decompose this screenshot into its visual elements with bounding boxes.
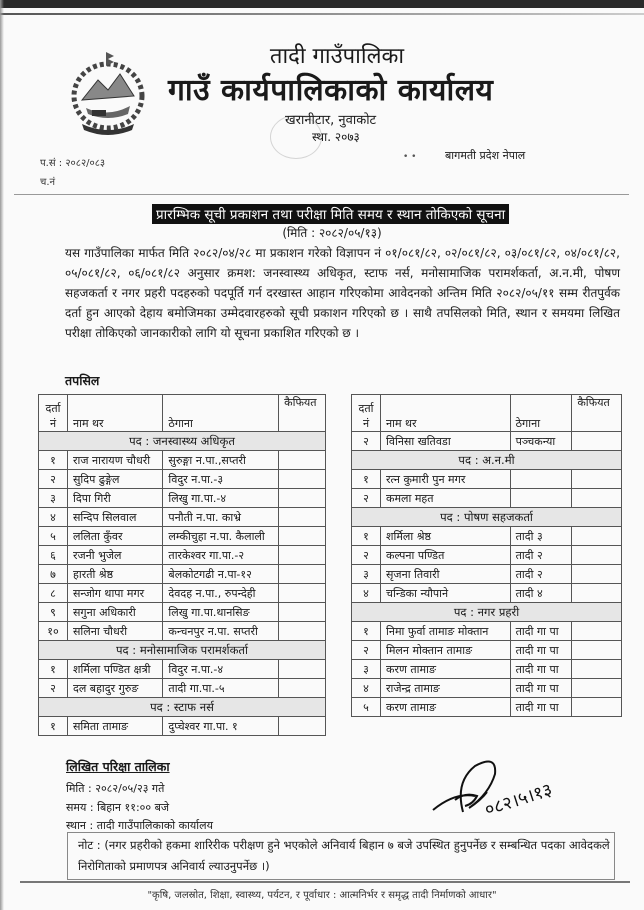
post-title: पद : मनोसामाजिक परामर्शकर्ता bbox=[39, 641, 326, 660]
cell-reg-no: २ bbox=[352, 546, 381, 565]
notice-subject: प्रारम्भिक सूची प्रकाशन तथा परीक्षा मिति समय र स्थान तोकिएको सूचना bbox=[152, 204, 509, 224]
post-section-header bbox=[352, 451, 622, 470]
table-row bbox=[39, 565, 326, 584]
col-name: नाम थर bbox=[381, 395, 511, 432]
cell-reg-no: ६ bbox=[39, 546, 68, 565]
cell-address: लिखु गा.पा.थानसिङ bbox=[163, 603, 279, 622]
municipality-name: तादी गाउँपालिका bbox=[269, 44, 405, 69]
decorative-dots: • • bbox=[403, 152, 417, 162]
cell-remarks bbox=[572, 660, 622, 679]
cell-reg-no: ८ bbox=[39, 584, 68, 603]
cell-remarks bbox=[279, 546, 326, 565]
cell-address: तादी ३ bbox=[510, 527, 572, 546]
table-row bbox=[352, 584, 622, 603]
table-row bbox=[352, 546, 622, 565]
dispatch-number: च.नं bbox=[40, 177, 56, 188]
cell-name: शर्मिला श्रेष्ठ bbox=[381, 527, 511, 546]
cell-address: पञ्चकन्या bbox=[510, 432, 572, 451]
cell-address: तादी गा पा bbox=[510, 698, 572, 717]
scan-top-line bbox=[0, 13, 644, 15]
table-row bbox=[39, 527, 326, 546]
notice-body: यस गाउँपालिका मार्फत मिति २०८२/०४/२८ मा प्रकाशन गरेको विज्ञापन नं ०१/०८१/८२, ०२/०८१/८२, ०३/०८१/८२, ०४/०८१/८२, ०५/०८१/८२, ०६/०८१/८२ अनुसार क्रमश: जनस्वास्थ्य अधिकृत, स्टाफ नर्स, मनोसामाजिक परामर्शकर्ता, अ.न.मी, पोषण सहजकर्ता र नगर प्रहरी पदहरुको पदपूर्ति गर्न दरखास्त आहान गरिएकोमा आवेदनको अन्तिम मिति २०८२/०५/११ सम्म रीतपुर्वक दर्ता हुन आएको देहाय बमोजिमका उम्मेदवारहरुको सूची प्रकाशन गरिएको छ । साथै तपसिलको मिति, स्थान र समयमा लिखित परीक्षा तोकिएको जानकारीको लागि यो सूचना प्रकाशित गरिएको छ । bbox=[65, 246, 620, 340]
cell-reg-no: ३ bbox=[352, 565, 381, 584]
table-row bbox=[352, 489, 622, 508]
cell-address: तादी गा पा bbox=[510, 679, 572, 698]
cell-address: विदुर न.पा.-३ bbox=[163, 470, 279, 489]
scan-left-edge bbox=[0, 0, 4, 910]
cell-remarks bbox=[572, 641, 622, 660]
cell-remarks bbox=[279, 565, 326, 584]
cell-name: मिलन मोक्तान तामाङ bbox=[381, 641, 511, 660]
cell-name: शर्मिला पण्डित क्षत्री bbox=[68, 660, 163, 679]
cell-address bbox=[510, 489, 572, 508]
cell-name: हारती श्रेष्ठ bbox=[68, 565, 163, 584]
cell-name: करण तामाङ bbox=[381, 660, 511, 679]
table-row bbox=[39, 717, 326, 736]
cell-reg-no: १० bbox=[39, 622, 68, 641]
table-row bbox=[352, 527, 622, 546]
cell-remarks bbox=[279, 489, 326, 508]
cell-remarks bbox=[572, 489, 622, 508]
cell-remarks bbox=[572, 546, 622, 565]
cell-name: दल बहादुर गुरुङ bbox=[68, 679, 163, 698]
cell-remarks bbox=[572, 527, 622, 546]
cell-name: विनिसा खतिवडा bbox=[381, 432, 511, 451]
cell-address: तादी २ bbox=[510, 546, 572, 565]
col-remarks: कैफियत bbox=[279, 395, 326, 432]
cell-address: तादी गा पा bbox=[510, 622, 572, 641]
scan-top-border bbox=[0, 0, 644, 8]
cell-reg-no: १ bbox=[39, 660, 68, 679]
cell-remarks bbox=[279, 679, 326, 698]
post-section-header bbox=[39, 641, 326, 660]
table-row bbox=[39, 508, 326, 527]
cell-reg-no: ५ bbox=[352, 698, 381, 717]
cell-reg-no: ४ bbox=[39, 508, 68, 527]
cell-remarks bbox=[572, 622, 622, 641]
table-row bbox=[39, 622, 326, 641]
cell-address: देवदह न.पा., रुपन्देही bbox=[163, 584, 279, 603]
cell-reg-no: २ bbox=[39, 470, 68, 489]
cell-name: ललिता कुँवर bbox=[68, 527, 163, 546]
col-remarks: कैफियत bbox=[572, 395, 622, 432]
cell-remarks bbox=[279, 584, 326, 603]
cell-address: कन्चनपुर न.पा. सप्तरी bbox=[163, 622, 279, 641]
cell-address: दुप्चेश्वर गा.पा. १ bbox=[163, 717, 279, 736]
cell-remarks bbox=[572, 584, 622, 603]
exam-venue: स्थान : तादी गाउँपालिकाको कार्यालय bbox=[66, 819, 213, 832]
signature bbox=[425, 752, 575, 824]
cell-name: सुदिप ढुङ्गेल bbox=[68, 470, 163, 489]
office-address: खरानीटार, नुवाकोट bbox=[285, 113, 377, 128]
cell-address: पनौती न.पा. काभ्रे bbox=[163, 508, 279, 527]
cell-remarks bbox=[572, 432, 622, 451]
cell-address: लम्कीचुहा न.पा. कैलाली bbox=[163, 527, 279, 546]
exam-time: समय : बिहान ११:०० बजे bbox=[66, 801, 170, 814]
cell-remarks bbox=[279, 508, 326, 527]
cell-address: विदुर न.पा.-४ bbox=[163, 660, 279, 679]
post-title: पद : नगर प्रहरी bbox=[352, 603, 622, 622]
cell-reg-no: ५ bbox=[39, 527, 68, 546]
cell-reg-no: २ bbox=[352, 432, 381, 451]
cell-remarks bbox=[572, 470, 622, 489]
post-title: पद : स्टाफ नर्स bbox=[39, 698, 326, 717]
col-name: नाम थर bbox=[68, 395, 163, 432]
cell-reg-no: १ bbox=[352, 470, 381, 489]
post-title: पद : पोषण सहजकर्ता bbox=[352, 508, 622, 527]
cell-remarks bbox=[572, 698, 622, 717]
cell-remarks bbox=[572, 679, 622, 698]
cell-reg-no: १ bbox=[352, 527, 381, 546]
table-row bbox=[352, 641, 622, 660]
table-row bbox=[39, 584, 326, 603]
col-address: ठेगाना bbox=[163, 395, 279, 432]
cell-reg-no: २ bbox=[352, 489, 381, 508]
cell-name: रत्न कुमारी पुन मगर bbox=[381, 470, 511, 489]
cell-remarks bbox=[572, 565, 622, 584]
cell-remarks bbox=[279, 660, 326, 679]
table-row bbox=[39, 470, 326, 489]
cell-remarks bbox=[279, 717, 326, 736]
cell-name: सन्जोग थापा मगर bbox=[68, 584, 163, 603]
cell-address: बेलकोटगढी न.पा-१२ bbox=[163, 565, 279, 584]
office-name: गाउँ कार्यपालिकाको कार्यालय bbox=[168, 73, 494, 108]
table-row bbox=[39, 546, 326, 565]
table-row bbox=[39, 679, 326, 698]
footer-divider bbox=[20, 881, 630, 883]
table-row bbox=[352, 470, 622, 489]
note-box: नोट : (नगर प्रहरीको हकमा शारिरीक परीक्षण हुने भएकोले अनिवार्य बिहान ७ बजे उपस्थित हुनुपर्नेछ र सम्बन्धित पदका आवेदकले निरोगिताको प्रमाणपत्र अनिवार्य ल्याउनुपर्नेछ ।) bbox=[67, 832, 615, 880]
written-exam-title: लिखित परिक्षा तालिका bbox=[66, 759, 170, 774]
established-year: स्था. २०७३ bbox=[312, 130, 360, 144]
table-row bbox=[352, 565, 622, 584]
cell-remarks bbox=[279, 451, 326, 470]
post-section-header bbox=[39, 432, 326, 451]
cell-reg-no: १ bbox=[352, 622, 381, 641]
cell-name: निमा फुर्वा तामाङ मोक्तान bbox=[381, 622, 511, 641]
cell-remarks bbox=[279, 527, 326, 546]
cell-name: करण तामाङ bbox=[381, 698, 511, 717]
post-title: पद : अ.न.मी bbox=[352, 451, 622, 470]
reference-number: प.सं : २०८२/०८३ bbox=[40, 158, 106, 169]
col-address: ठेगाना bbox=[510, 395, 572, 432]
cell-name: राज नारायण चौधरी bbox=[68, 451, 163, 470]
cell-address: तादी ४ bbox=[510, 584, 572, 603]
cell-address: सुरुङ्गा न.पा.,सप्तरी bbox=[163, 451, 279, 470]
cell-reg-no: ४ bbox=[352, 584, 381, 603]
post-section-header bbox=[352, 508, 622, 527]
table-row bbox=[352, 432, 622, 451]
cell-name: समिता तामाङ bbox=[68, 717, 163, 736]
details-heading: तपसिल bbox=[65, 373, 100, 388]
footer-motto: "कृषि, जलस्रोत, शिक्षा, स्वास्थ्य, पर्यटन, र पूर्वाधार : आत्मनिर्भर र समृद्ध तादी निर्माणको आधार" bbox=[147, 890, 497, 901]
cell-name: रजनी भुजेल bbox=[68, 546, 163, 565]
cell-reg-no: २ bbox=[352, 641, 381, 660]
table-row bbox=[39, 451, 326, 470]
table-row bbox=[39, 603, 326, 622]
post-section-header bbox=[39, 698, 326, 717]
table-row bbox=[352, 698, 622, 717]
cell-name: सलिना चौधरी bbox=[68, 622, 163, 641]
table-row bbox=[352, 660, 622, 679]
candidate-table-right bbox=[351, 394, 622, 717]
cell-name: कमला महत bbox=[381, 489, 511, 508]
table-row bbox=[352, 622, 622, 641]
cell-reg-no: ४ bbox=[352, 679, 381, 698]
cell-name: दिपा गिरी bbox=[68, 489, 163, 508]
cell-address bbox=[510, 470, 572, 489]
cell-remarks bbox=[279, 603, 326, 622]
exam-date: मिति : २०८२/०५/२३ गते bbox=[66, 782, 165, 795]
table-row bbox=[352, 679, 622, 698]
cell-reg-no: ३ bbox=[352, 660, 381, 679]
cell-reg-no: ९ bbox=[39, 603, 68, 622]
cell-remarks bbox=[279, 470, 326, 489]
cell-address: तादी गा.पा.-५ bbox=[163, 679, 279, 698]
cell-address: तादी गा पा bbox=[510, 641, 572, 660]
cell-reg-no: १ bbox=[39, 717, 68, 736]
cell-address: तादी गा पा bbox=[510, 660, 572, 679]
col-reg-no: दर्ता नं bbox=[39, 395, 68, 432]
post-title: पद : जनस्वास्थ्य अधिकृत bbox=[39, 432, 326, 451]
cell-address: तादी २ bbox=[510, 565, 572, 584]
notice-date: (मिति : २०८२/०५/१३) bbox=[282, 226, 382, 240]
cell-name: सन्दिप सिलवाल bbox=[68, 508, 163, 527]
post-section-header bbox=[352, 603, 622, 622]
province-name: बागमती प्रदेश नेपाल bbox=[445, 149, 526, 162]
cell-name: कल्पना पण्डित bbox=[381, 546, 511, 565]
table-row bbox=[39, 660, 326, 679]
cell-address: लिखु गा.पा.-४ bbox=[163, 489, 279, 508]
cell-reg-no: २ bbox=[39, 679, 68, 698]
cell-name: राजेन्द्र तामाङ bbox=[381, 679, 511, 698]
cell-name: सृजना तिवारी bbox=[381, 565, 511, 584]
table-row bbox=[39, 489, 326, 508]
cell-name: सगुना अधिकारी bbox=[68, 603, 163, 622]
cell-reg-no: १ bbox=[39, 451, 68, 470]
candidate-table-left bbox=[38, 394, 326, 736]
cell-remarks bbox=[279, 622, 326, 641]
header-divider bbox=[14, 194, 629, 195]
col-reg-no: दर्ता नं bbox=[352, 395, 381, 432]
cell-address: तारकेश्वर गा.पा.-२ bbox=[163, 546, 279, 565]
cell-reg-no: ३ bbox=[39, 489, 68, 508]
cell-name: चन्डिका न्यौपाने bbox=[381, 584, 511, 603]
signature-date: ०८२।५।१३ bbox=[482, 779, 555, 821]
cell-reg-no: ७ bbox=[39, 565, 68, 584]
